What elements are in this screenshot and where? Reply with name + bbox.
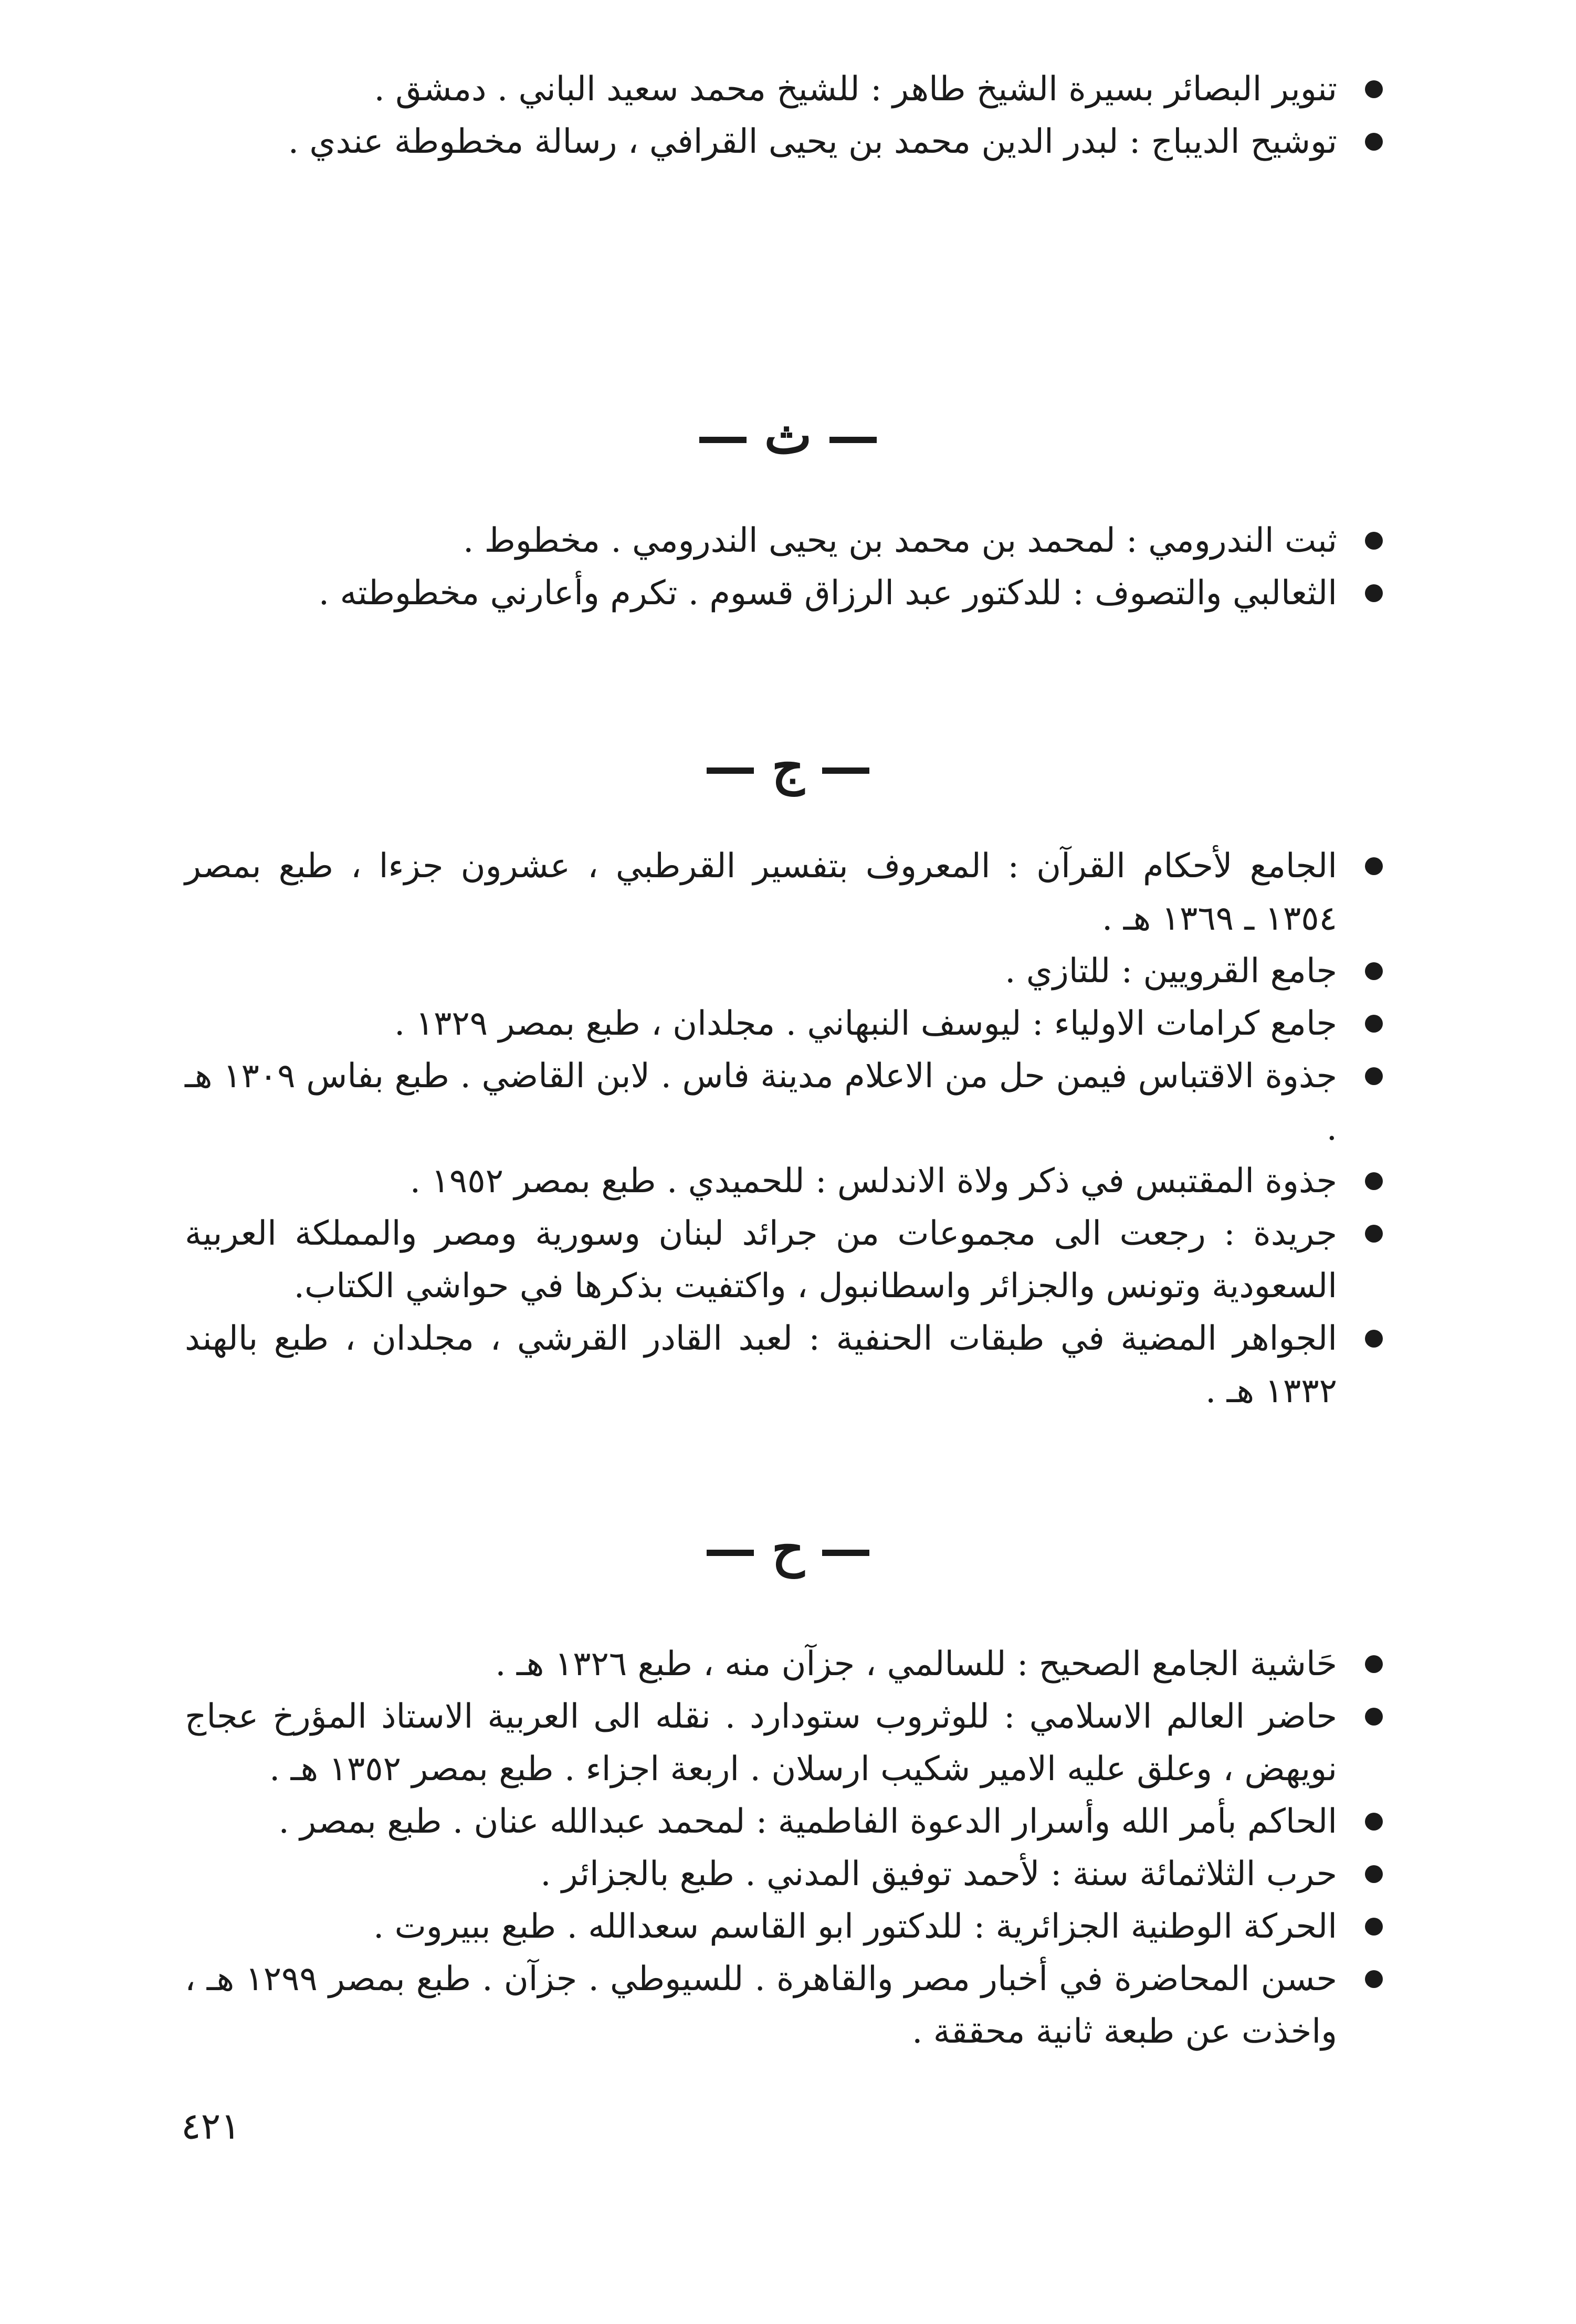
page-number: ٤٢١ [181,2105,240,2148]
section-letter: ح [772,1519,804,1578]
list-item: تنوير البصائر بسيرة الشيخ طاهر : للشيخ محمد سعيد الباني . دمشق . [185,63,1387,115]
list-item: الجواهر المضية في طبقات الحنفية : لعبد القادر القرشي ، مجلدان ، طبع بالهند ١٣٣٢ هـ . [185,1312,1387,1417]
heading-dash [822,767,869,774]
list-item: جذوة الاقتباس فيمن حل من الاعلام مدينة فاس . لابن القاضي . طبع بفاس ١٣٠٩ هـ . [185,1050,1387,1155]
list-item: جامع القرويين : للتازي . [185,945,1387,997]
list-item: حسن المحاضرة في أخبار مصر والقاهرة . للسيوطي . جزآن . طبع بمصر ١٢٩٩ هـ ، واخذت عن طبعة ثانية محققة . [185,1953,1387,2058]
list-item: الثعالبي والتصوف : للدكتور عبد الرزاق قسوم . تكرم وأعارني مخطوطته . [185,567,1387,619]
list-item: حَاشية الجامع الصحيح : للسالمي ، جزآن منه ، طبع ١٣٢٦ هـ . [185,1638,1387,1690]
heading-dash [822,1550,869,1556]
list-item: حرب الثلاثمائة سنة : لأحمد توفيق المدني . طبع بالجزائر . [185,1848,1387,1900]
section-tha-entries [185,514,1387,619]
list-item: الجامع لأحكام القرآن : المعروف بتفسير القرطبي ، عشرون جزءا ، طبع بمصر ١٣٥٤ ـ ١٣٦٩ هـ . [185,840,1387,945]
heading-dash [707,767,754,774]
list-item: توشيح الديباج : لبدر الدين محمد بن يحيى القرافي ، رسالة مخطوطة عندي . [185,115,1387,168]
section-heading-ha [0,1517,1576,1580]
section-jim-entries [185,840,1387,1417]
list-item: جذوة المقتبس في ذكر ولاة الاندلس : للحميدي . طبع بمصر ١٩٥٢ . [185,1155,1387,1207]
list-item: جامع كرامات الاولياء : ليوسف النبهاني . مجلدان ، طبع بمصر ١٣٢٩ . [185,997,1387,1050]
list-item: الحاكم بأمر الله وأسرار الدعوة الفاطمية : لمحمد عبدالله عنان . طبع بمصر . [185,1795,1387,1848]
section-heading-jim [0,735,1576,798]
section-letter: ث [764,406,812,465]
heading-dash [829,437,877,443]
list-item: حاضر العالم الاسلامي : للوثروب ستودارد . نقله الى العربية الاستاذ المؤرخ عجاج نويهض ، وعلق عليه الامير شكيب ارسلان . اربعة اجزاء . طبع بمصر ١٣٥٢ هـ . [185,1690,1387,1795]
section-ta-entries [185,63,1387,168]
heading-dash [699,437,747,443]
list-item: ثبت الندرومي : لمحمد بن محمد بن يحيى الندرومي . مخطوط . [185,514,1387,567]
section-ha-entries [185,1638,1387,2058]
section-heading-tha [0,404,1576,467]
heading-dash [707,1550,754,1556]
list-item: الحركة الوطنية الجزائرية : للدكتور ابو القاسم سعدالله . طبع ببيروت . [185,1900,1387,1953]
list-item: جريدة : رجعت الى مجموعات من جرائد لبنان وسورية ومصر والمملكة العربية السعودية وتونس والجزائر واسطانبول ، واكتفيت بذكرها في حواشي الكتاب. [185,1207,1387,1312]
section-letter: ج [772,737,804,796]
